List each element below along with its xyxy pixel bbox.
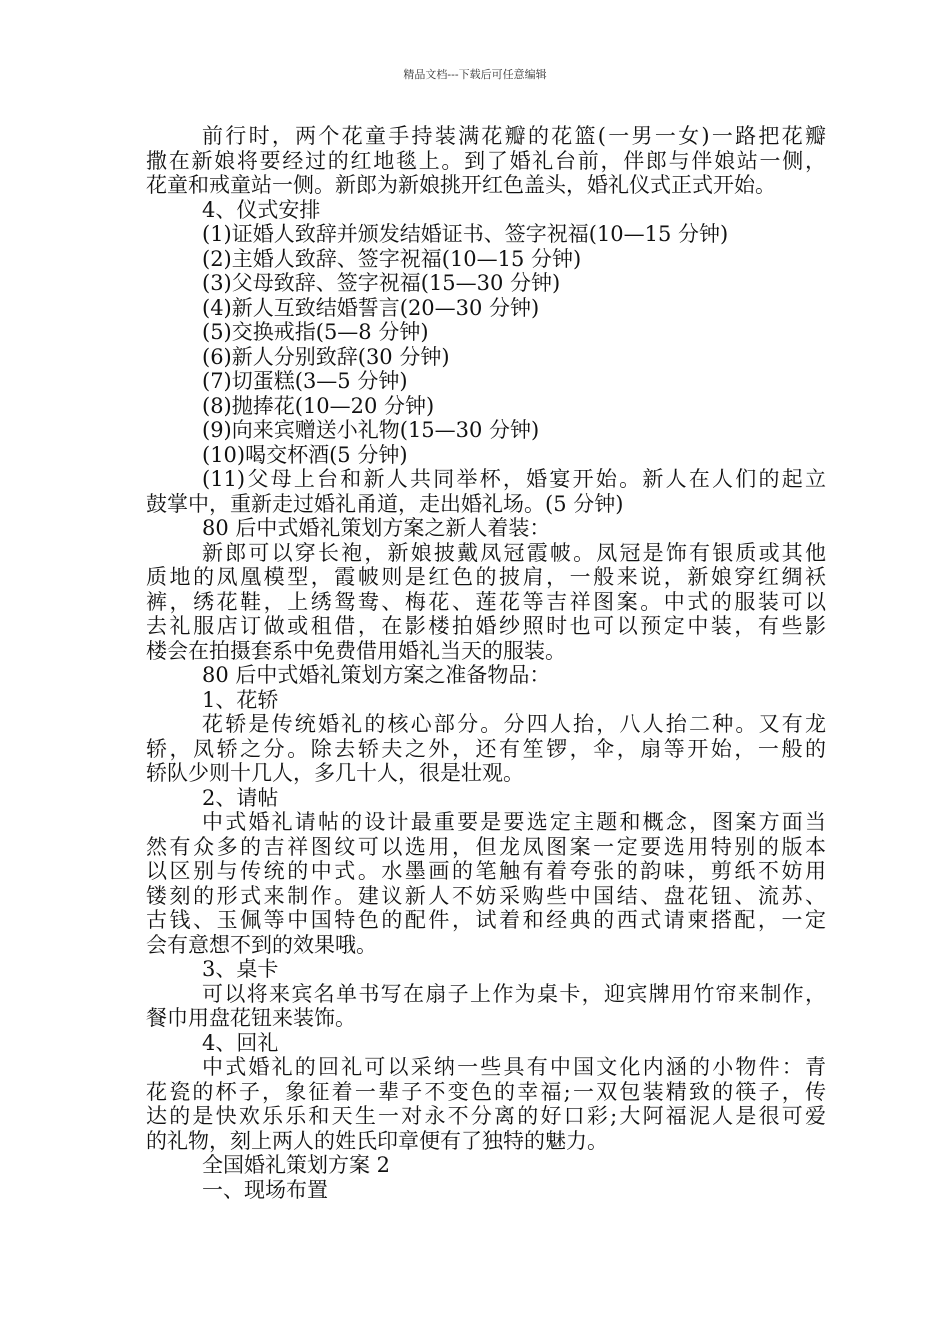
text-line-content: 以区别与传统的中式。水墨画的笔触有着夸张的韵味，剪纸不妨用 — [146, 859, 826, 883]
text-line — [146, 884, 826, 909]
text-line — [146, 541, 826, 566]
text-line: 1、花轿 — [202, 687, 279, 712]
text-line-content: 轿，凤轿之分。除去轿夫之外，还有笙锣，伞，扇等开始，一般的 — [146, 736, 826, 761]
text-line: 4、仪式安排 — [202, 197, 321, 222]
text-line: (9)向来宾赠送小礼物(15—30 分钟) — [202, 418, 540, 442]
text-line: (7)切蛋糕(3—5 分钟) — [202, 369, 408, 393]
text-line — [146, 810, 826, 835]
text-line — [146, 737, 826, 762]
text-line-content: 质地的凤凰模型，霞帔则是红色的披肩，一般来说，新娘穿红绸袄 — [146, 565, 826, 589]
text-line: 4、回礼 — [202, 1030, 279, 1055]
page-header: 精品文档---下载后可任意编辑 — [403, 68, 547, 81]
text-line: 楼会在拍摄套系中免费借用婚礼当天的服装。 — [146, 638, 566, 663]
text-line-content: 去礼服店订做或租借，在影楼拍婚纱照时也可以预定中装，有些影 — [146, 614, 826, 638]
text-line-content: 可以将来宾名单书写在扇子上作为桌卡，迎宾牌用竹帘来制作， — [202, 981, 826, 1006]
text-line: 会有意想不到的效果哦。 — [146, 932, 377, 957]
text-line: (5)交换戒指(5—8 分钟) — [202, 320, 429, 344]
text-line — [146, 614, 826, 639]
text-line: (8)抛捧花(10—20 分钟) — [202, 393, 435, 418]
text-line: 2、请帖 — [202, 785, 279, 810]
text-line: (6)新人分别致辞(30 分钟) — [202, 344, 450, 369]
text-line — [146, 124, 826, 149]
text-line-content: 然有众多的吉祥图纹可以选用，但龙凤图案一定要选用特别的版本 — [146, 834, 826, 859]
text-line: 餐巾用盘花钮来装饰。 — [146, 1006, 356, 1030]
text-line — [146, 908, 826, 933]
text-line-content: 古钱、玉佩等中国特色的配件，试着和经典的西式请柬搭配，一定 — [146, 908, 826, 932]
text-line-content: 裤，绣花鞋，上绣鸳鸯、梅花、莲花等吉祥图案。中式的服装可以 — [146, 589, 826, 614]
text-line: (1)证婚人致辞并颁发结婚证书、签字祝福(10—15 分钟) — [202, 222, 729, 246]
text-line-content: 达的是快欢乐乐和天生一对永不分离的好口彩;大阿福泥人是很可爱 — [146, 1104, 826, 1128]
text-line: 一、现场布置 — [202, 1177, 328, 1202]
text-line-content: 花瓷的杯子，象征着一辈子不变色的幸福;一双包装精致的筷子，传 — [146, 1079, 826, 1104]
text-line: 80 后中式婚礼策划方案之新人着装： — [202, 516, 551, 540]
text-line: (2)主婚人致辞、签字祝福(10—15 分钟) — [202, 246, 582, 271]
text-line: 80 后中式婚礼策划方案之准备物品： — [202, 663, 551, 687]
document-body — [146, 124, 826, 1202]
text-line-content: 花轿是传统婚礼的核心部分。分四人抬，八人抬二种。又有龙 — [202, 712, 826, 736]
text-line: 鼓掌中，重新走过婚礼甬道，走出婚礼场。(5 分钟) — [146, 491, 624, 516]
text-line — [146, 1080, 826, 1105]
text-line-content: 前行时，两个花童手持装满花瓣的花篮(一男一女)一路把花瓣 — [202, 124, 826, 148]
text-line — [146, 712, 826, 737]
text-line — [146, 149, 826, 174]
text-line-content: 中式婚礼的回礼可以采纳一些具有中国文化内涵的小物件：青 — [202, 1055, 826, 1079]
text-line-content: 新郎可以穿长袍，新娘披戴凤冠霞帔。凤冠是饰有银质或其他 — [202, 540, 826, 565]
text-line — [146, 1055, 826, 1080]
text-line — [146, 982, 826, 1007]
text-line: (4)新人互致结婚誓言(20—30 分钟) — [202, 295, 540, 320]
text-line-content: 中式婚礼请帖的设计最重要是要选定主题和概念，图案方面当 — [202, 810, 826, 834]
text-line — [146, 1104, 826, 1129]
text-line: (3)父母致辞、签字祝福(15—30 分钟) — [202, 271, 561, 295]
text-line-content: 撒在新娘将要经过的红地毯上。到了婚礼台前，伴郎与伴娘站一侧， — [146, 148, 826, 173]
text-line: 花童和戒童站一侧。新郎为新娘挑开红色盖头，婚礼仪式正式开始。 — [146, 173, 776, 197]
text-line — [146, 859, 826, 884]
text-line: 的礼物，刻上两人的姓氏印章便有了独特的魅力。 — [146, 1128, 608, 1153]
text-line — [146, 835, 826, 860]
text-line — [146, 590, 826, 615]
text-line: 轿队少则十几人，多几十人，很是壮观。 — [146, 761, 524, 785]
text-line-content: 镂刻的形式来制作。建议新人不妨采购些中国结、盘花钮、流苏、 — [146, 883, 826, 908]
text-line — [146, 565, 826, 590]
text-line — [146, 467, 826, 492]
text-line: (10)喝交杯酒(5 分钟) — [202, 442, 408, 467]
text-line: 3、桌卡 — [202, 957, 279, 981]
text-line: 全国婚礼策划方案 2 — [202, 1153, 391, 1177]
text-line-content: (11)父母上台和新人共同举杯，婚宴开始。新人在人们的起立 — [202, 467, 826, 491]
